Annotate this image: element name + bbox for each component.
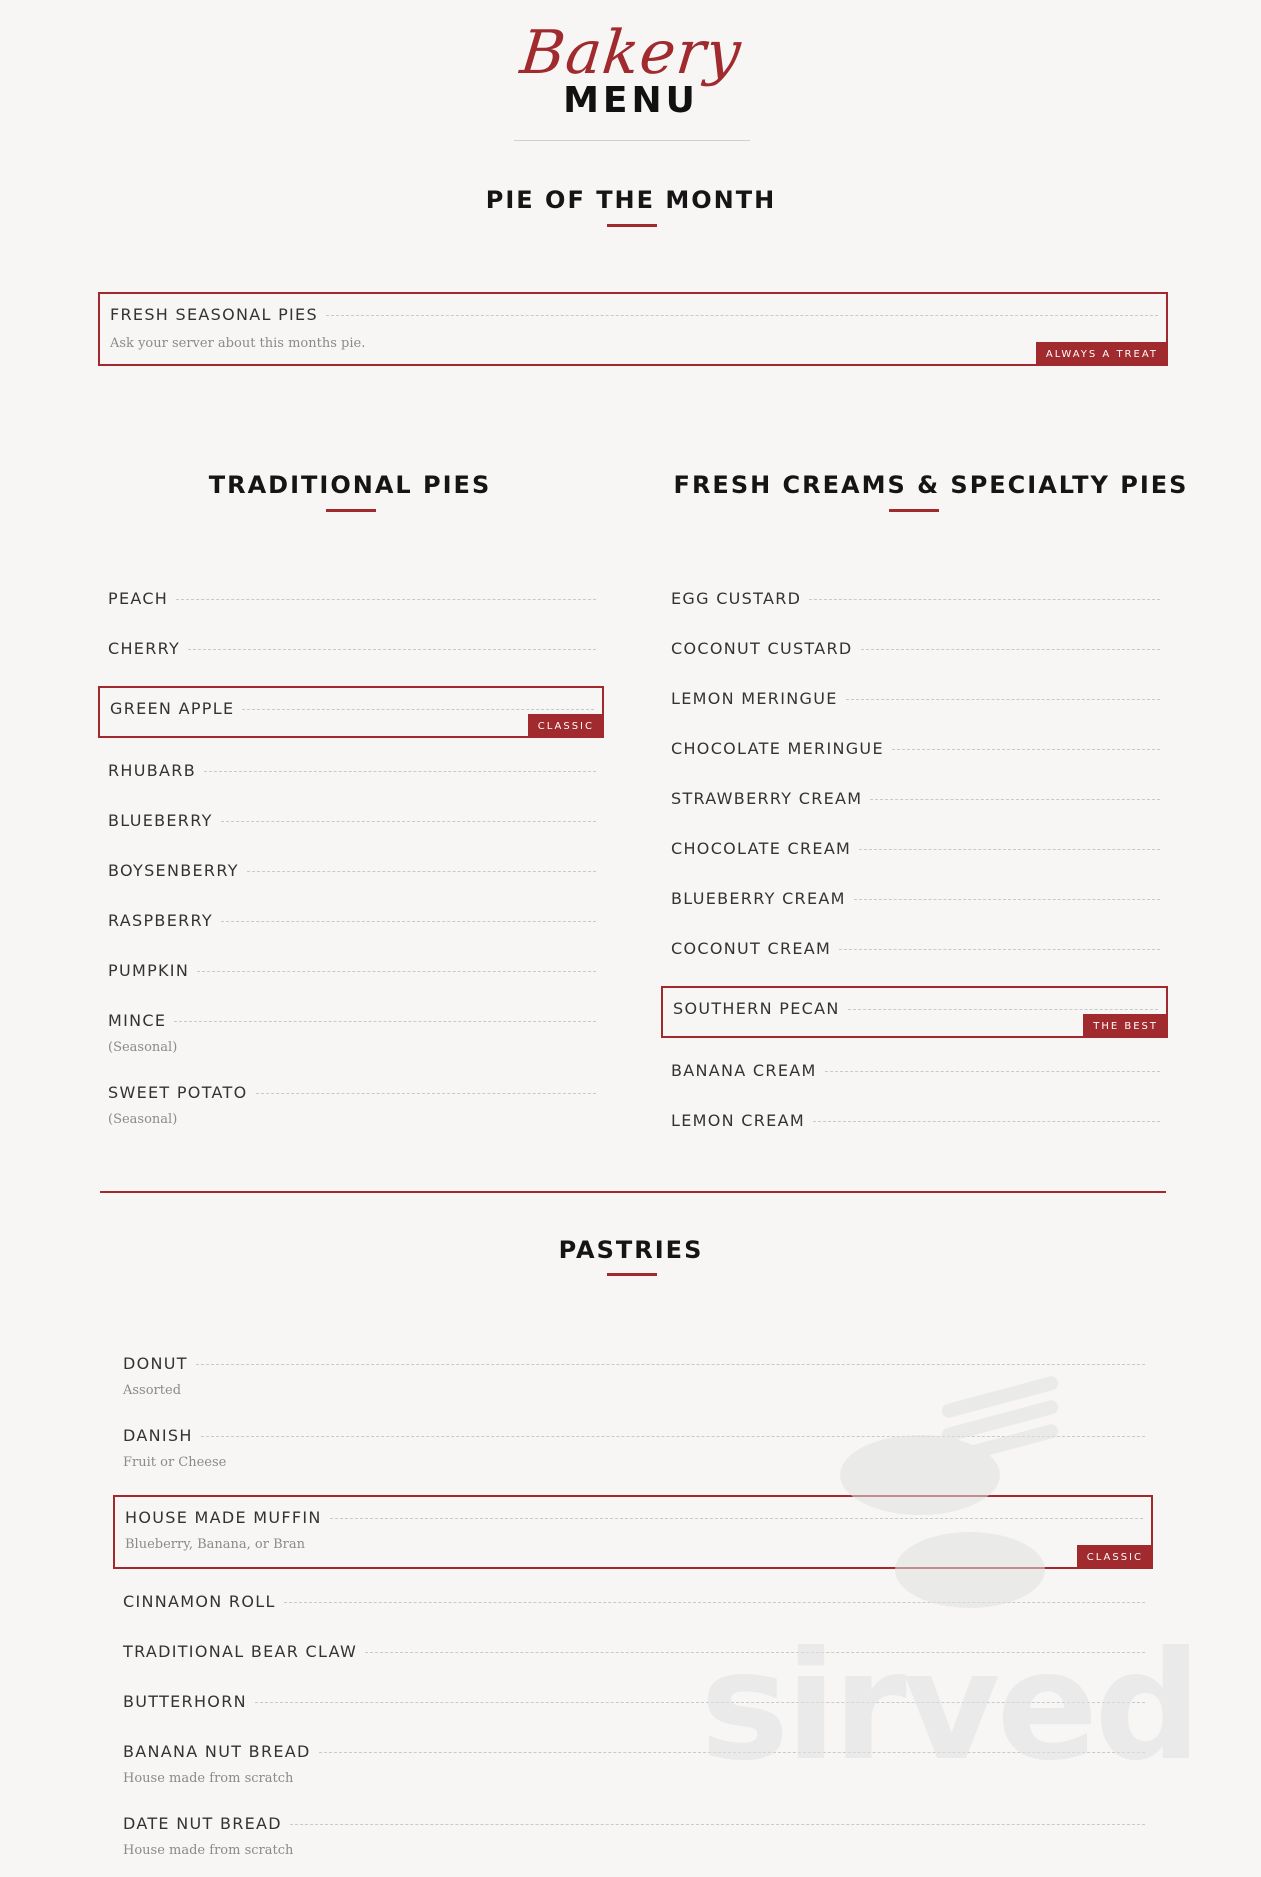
menu-item-mince <box>98 1000 604 1060</box>
item-row <box>671 838 1160 858</box>
item-name: SWEET POTATO <box>108 1082 248 1102</box>
item-description: Ask your server about this months pie. <box>110 336 366 351</box>
dotted-leader <box>221 821 596 822</box>
menu-item-coconut-custard <box>661 628 1168 668</box>
item-description: (Seasonal) <box>108 1040 178 1055</box>
menu-item-green-apple <box>98 686 604 738</box>
fork-spoon-icon <box>800 1370 1160 1630</box>
item-name: CINNAMON ROLL <box>123 1591 276 1611</box>
item-row <box>108 960 596 980</box>
dotted-leader <box>204 771 596 772</box>
item-name: BUTTERHORN <box>123 1691 247 1711</box>
item-row <box>108 910 596 930</box>
dotted-leader <box>256 1093 597 1094</box>
dotted-leader <box>848 1009 1158 1010</box>
item-row <box>671 938 1160 958</box>
logo-word: MENU <box>563 80 699 121</box>
section-underline <box>889 509 939 512</box>
watermark <box>700 1370 1220 1794</box>
menu-item-fresh-seasonal-pies <box>98 292 1168 366</box>
menu-item-blueberry-cream <box>661 878 1168 918</box>
dotted-leader <box>290 1824 1145 1825</box>
item-row <box>108 638 596 658</box>
item-name: RHUBARB <box>108 760 196 780</box>
dotted-leader <box>813 1121 1160 1122</box>
section-title-pastries: PASTRIES <box>558 1236 704 1264</box>
item-name: DANISH <box>123 1425 193 1445</box>
dotted-leader <box>859 849 1160 850</box>
item-badge: ALWAYS A TREAT <box>1036 342 1168 366</box>
item-description: Assorted <box>123 1383 182 1398</box>
item-description: Fruit or Cheese <box>123 1455 227 1470</box>
item-name: COCONUT CREAM <box>671 938 832 958</box>
item-name: CHOCOLATE MERINGUE <box>671 738 884 758</box>
section-title-pie-of-the-month: PIE OF THE MONTH <box>485 186 777 214</box>
item-name: STRAWBERRY CREAM <box>671 788 863 808</box>
dotted-leader <box>176 599 596 600</box>
item-name: LEMON MERINGUE <box>671 688 838 708</box>
menu-item-banana-cream <box>661 1050 1168 1090</box>
menu-item-peach <box>98 578 604 618</box>
item-name: BANANA CREAM <box>671 1060 817 1080</box>
item-name: COCONUT CUSTARD <box>671 638 853 658</box>
item-name: FRESH SEASONAL PIES <box>110 304 318 324</box>
item-badge: CLASSIC <box>1077 1545 1153 1569</box>
section-underline <box>607 1273 657 1276</box>
item-name: PUMPKIN <box>108 960 190 980</box>
dotted-leader <box>247 871 596 872</box>
item-row <box>108 760 596 780</box>
section-underline <box>607 224 657 227</box>
dotted-leader <box>892 749 1160 750</box>
menu-item-strawberry-cream <box>661 778 1168 818</box>
item-row <box>671 588 1160 608</box>
item-row <box>108 860 596 880</box>
item-name: PEACH <box>108 588 169 608</box>
section-divider <box>100 1191 1166 1193</box>
menu-item-cherry <box>98 628 604 668</box>
dotted-leader <box>825 1071 1160 1072</box>
section-title-specialty-pies: FRESH CREAMS & SPECIALTY PIES <box>673 471 1189 499</box>
item-name: BLUEBERRY CREAM <box>671 888 846 908</box>
item-name: GREEN APPLE <box>110 698 235 718</box>
item-row <box>108 810 596 830</box>
dotted-leader <box>197 971 596 972</box>
dotted-leader <box>870 799 1160 800</box>
item-name: HOUSE MADE MUFFIN <box>125 1507 322 1527</box>
item-row <box>108 1010 596 1030</box>
watermark-text: sirved <box>700 1620 1198 1794</box>
menu-item-chocolate-meringue <box>661 728 1168 768</box>
menu-item-rhubarb <box>98 750 604 790</box>
item-name: SOUTHERN PECAN <box>673 998 840 1018</box>
item-row <box>110 698 594 718</box>
dotted-leader <box>188 649 596 650</box>
item-name: BLUEBERRY <box>108 810 213 830</box>
dotted-leader <box>861 649 1160 650</box>
dotted-leader <box>809 599 1160 600</box>
dotted-leader <box>196 1364 1145 1365</box>
section-title-traditional-pies: TRADITIONAL PIES <box>208 471 492 499</box>
menu-item-sweet-potato <box>98 1072 604 1132</box>
item-name: TRADITIONAL BEAR CLAW <box>123 1641 358 1661</box>
item-row <box>671 638 1160 658</box>
item-row <box>671 738 1160 758</box>
menu-item-chocolate-cream <box>661 828 1168 868</box>
item-name: CHOCOLATE CREAM <box>671 838 852 858</box>
menu-item-date-nut-bread <box>113 1803 1153 1863</box>
menu-item-coconut-cream <box>661 928 1168 968</box>
item-description: House made from scratch <box>123 1771 294 1786</box>
item-row <box>671 888 1160 908</box>
menu-item-egg-custard <box>661 578 1168 618</box>
dotted-leader <box>326 315 1158 316</box>
item-row <box>671 1060 1160 1080</box>
item-row <box>123 1813 1145 1833</box>
dotted-leader <box>854 899 1160 900</box>
item-name: DATE NUT BREAD <box>123 1813 282 1833</box>
item-row <box>671 688 1160 708</box>
item-row <box>671 1110 1160 1130</box>
dotted-leader <box>846 699 1160 700</box>
menu-item-boysenberry <box>98 850 604 890</box>
item-name: BOYSENBERRY <box>108 860 239 880</box>
dotted-leader <box>839 949 1160 950</box>
item-name: EGG CUSTARD <box>671 588 802 608</box>
menu-item-lemon-cream <box>661 1100 1168 1140</box>
item-description: Blueberry, Banana, or Bran <box>125 1537 305 1552</box>
item-name: CHERRY <box>108 638 181 658</box>
item-badge: THE BEST <box>1083 1014 1168 1038</box>
item-row <box>108 1082 596 1102</box>
dotted-leader <box>221 921 596 922</box>
dotted-leader <box>242 709 594 710</box>
item-name: RASPBERRY <box>108 910 213 930</box>
item-badge: CLASSIC <box>528 714 604 738</box>
item-name: LEMON CREAM <box>671 1110 805 1130</box>
logo-script: Bakery <box>517 18 745 88</box>
dotted-leader <box>174 1021 596 1022</box>
item-row <box>671 788 1160 808</box>
menu-item-pumpkin <box>98 950 604 990</box>
item-name: MINCE <box>108 1010 167 1030</box>
item-description: House made from scratch <box>123 1843 294 1858</box>
menu-item-lemon-meringue <box>661 678 1168 718</box>
menu-item-blueberry <box>98 800 604 840</box>
item-name: DONUT <box>123 1353 188 1373</box>
menu-item-southern-pecan <box>661 986 1168 1038</box>
logo-divider <box>514 140 750 141</box>
item-row <box>108 588 596 608</box>
menu-item-raspberry <box>98 900 604 940</box>
item-description: (Seasonal) <box>108 1112 178 1127</box>
section-underline <box>326 509 376 512</box>
item-name: BANANA NUT BREAD <box>123 1741 311 1761</box>
